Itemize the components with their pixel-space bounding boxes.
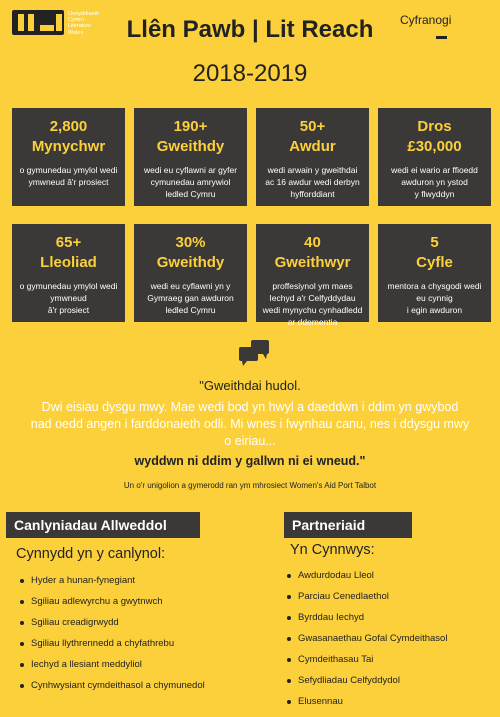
quote-opening: "Gweithdai hudol. (199, 378, 301, 393)
stat-value: 50+ Awdur (289, 118, 336, 155)
page-year: 2018-2019 (192, 60, 308, 87)
stat-value: 5 Cyfle (416, 234, 453, 271)
stat-desc: o gymunedau ymylol wedi ymwneud â'r prosiect (19, 165, 118, 187)
outcome-item: Hyder a hunan-fynegiant (18, 575, 258, 596)
stat-card (256, 224, 369, 327)
partner-item: Parciau Cenedlaethol (285, 591, 495, 612)
logo-line: Literature (68, 23, 92, 30)
outcome-item: Sgiliau llythrennedd a chyfathrebu (18, 638, 258, 659)
stat-desc: o gymunedau ymylol wedi ymwneud â'r prosiect (19, 281, 118, 315)
stat-value: 30% Gweithdy (156, 234, 225, 271)
stat-value: Dros £30,000 (407, 118, 462, 155)
stat-card (134, 108, 247, 206)
outcome-item: Sgiliau adlewyrchu a gwytnwch (18, 596, 258, 617)
partners-heading: Partneriaid (284, 512, 412, 538)
outcomes-list (18, 575, 258, 701)
outcome-item: Sgiliau creadigrwydd (18, 617, 258, 638)
quote-closing: wyddwn ni ddim y gallwn ni ei wneud." (134, 454, 366, 468)
partner-item: Sefydliadau Celfyddydol (285, 675, 495, 696)
partner-item: Elusennau (285, 696, 495, 717)
logo-line: Cymru (68, 17, 85, 24)
stat-card (134, 224, 247, 322)
partner-item: Cymdeithasau Tai (285, 654, 495, 675)
speech-bubbles-icon (236, 338, 272, 368)
stat-card (378, 224, 491, 322)
quote-attribution: Un o'r unigolion a gymerodd ran ym mhrosiect Women's Aid Port Talbot (123, 481, 377, 490)
stat-card (12, 224, 125, 322)
corner-label: Cyfranogi (400, 13, 452, 27)
stat-value: 40 Gweithwyr (274, 234, 351, 271)
stat-desc: wedi arwain y gweithdai ac 16 awdur wedi derbyn hyfforddiant (265, 165, 360, 199)
partner-item: Byrddau Iechyd (285, 612, 495, 633)
quote-body: Dwi eisiau dysgu mwy. Mae wedi bod yn hwyl a daeddwn i ddim yn gwybod nad oedd angen i farddonaieth odli. Mi wnes i fwynhau canu, nes i ddysgu mwy o eiriau... (30, 400, 470, 448)
stat-card (378, 108, 491, 206)
stat-value: 190+ Gweithdy (156, 118, 225, 155)
stat-value: 65+ Lleoliad (40, 234, 97, 271)
partners-list (285, 570, 495, 717)
outcome-item: Cynhwysiant cymdeithasol a chymunedol (18, 680, 258, 701)
stat-desc: mentora a chysgodi wedi eu cynnig i egin awduron (387, 281, 482, 315)
stat-desc: proffesiynol ym maes Iechyd a'r Celfyddydau wedi mynychu cynhadledd ar ddementia (262, 281, 363, 327)
stat-desc: wedi eu cyflawni ar gyfer cymunedau amrywiol ledled Cymru (143, 165, 238, 199)
outcomes-heading: Canlyniadau Allweddol (6, 512, 200, 538)
stat-value: 2,800 Mynychwr (31, 118, 106, 155)
stat-desc: wedi ei wario ar ffioedd awduron yn ystod y flwyddyn (391, 165, 478, 199)
outcome-item: Iechyd a llesiant meddyliol (18, 659, 258, 680)
page-title: Llên Pawb | Lit Reach (126, 16, 374, 43)
partner-item: Gwasanaethau Gofal Cymdeithasol (285, 633, 495, 654)
outcomes-subheading: Cynnydd yn y canlynol: (16, 546, 166, 562)
stat-desc: wedi eu cyflawni yn y Gymraeg gan awduron ledled Cymru (147, 281, 234, 315)
partners-subheading: Yn Cynnwys: (290, 542, 375, 558)
stat-card (12, 108, 125, 206)
partner-item: Awdurdodau Lleol (285, 570, 495, 591)
stat-card (256, 108, 369, 206)
logo-line: Llenyddiaeth (68, 11, 100, 17)
logo-line: Wales (68, 29, 84, 36)
